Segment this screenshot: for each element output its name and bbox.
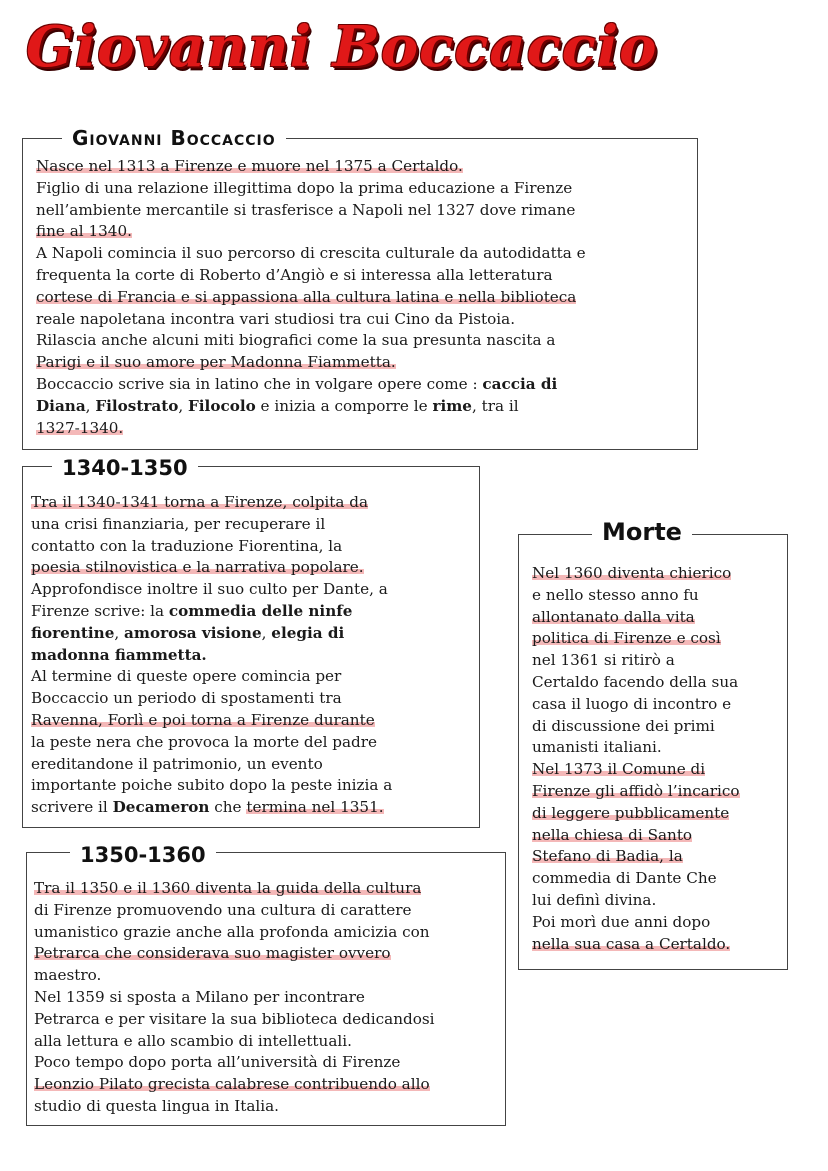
p1350-line-8: alla lettura e allo scambio di intellettuali. bbox=[34, 1031, 352, 1050]
p1340-line-13: ereditandone il patrimonio, un evento bbox=[31, 754, 323, 773]
p1340-line-4: poesia stilnovistica e la narrativa popolare. bbox=[31, 558, 364, 577]
morte-line-12: di leggere pubblicamente bbox=[532, 803, 730, 822]
bio-line-2: Figlio di una relazione illegittima dopo la prima educazione a Firenze bbox=[36, 178, 573, 197]
morte-line-8: di discussione dei primi bbox=[532, 716, 715, 735]
bio-line-7: cortese di Francia e si appassiona alla cultura latina e nella biblioteca bbox=[36, 287, 577, 306]
bio-line-1: Nasce nel 1313 a Firenze e muore nel 1375 a Certaldo. bbox=[36, 157, 463, 175]
p1350-line-2: di Firenze promuovendo una cultura di carattere bbox=[34, 900, 412, 919]
bio-line-9: Rilascia anche alcuni miti biografici come la sua presunta nascita a bbox=[36, 331, 556, 350]
p1340-line-7: fiorentine, amorosa visione, elegia di bbox=[31, 623, 345, 642]
p1340-line-6: Firenze scrive: la commedia delle ninfe bbox=[31, 601, 353, 620]
p1340-line-10: Boccaccio un periodo di spostamenti tra bbox=[31, 689, 342, 708]
p1340-line-11: Ravenna, Forlì e poi torna a Firenze durante bbox=[31, 710, 375, 729]
p1340-line-12: la peste nera che provoca la morte del padre bbox=[31, 732, 378, 751]
p1350-line-7: Petrarca e per visitare la sua biblioteca dedicandosi bbox=[34, 1009, 435, 1028]
morte-line-2: e nello stesso anno fu bbox=[532, 585, 699, 604]
period-1340-text bbox=[31, 492, 392, 819]
morte-line-16: lui definì divina. bbox=[532, 890, 657, 909]
period-1350-text bbox=[34, 878, 435, 1118]
bio-line-12: Diana, Filostrato, Filocolo e inizia a comporre le rime, tra il bbox=[36, 396, 519, 415]
bio-line-5: A Napoli comincia il suo percorso di crescita culturale da autodidatta e bbox=[36, 244, 586, 263]
morte-line-9: umanisti italiani. bbox=[532, 738, 662, 757]
p1350-line-3: umanistico grazie anche alla profonda amicizia con bbox=[34, 922, 430, 941]
p1350-line-1: Tra il 1350 e il 1360 diventa la guida della cultura bbox=[34, 879, 422, 897]
p1350-line-4: Petrarca che considerava suo magister ovvero bbox=[34, 944, 391, 963]
morte-line-15: commedia di Dante Che bbox=[532, 869, 717, 888]
bio-text bbox=[36, 156, 586, 439]
morte-heading: Morte bbox=[592, 518, 692, 546]
bio-line-4: fine al 1340. bbox=[36, 222, 132, 241]
p1340-line-3: contatto con la traduzione Fiorentina, la bbox=[31, 536, 343, 555]
bio-line-6: frequenta la corte di Roberto d’Angiò e si interessa alla letteratura bbox=[36, 265, 553, 284]
morte-line-18: nella sua casa a Certaldo. bbox=[532, 934, 731, 953]
p1350-line-5: maestro. bbox=[34, 966, 102, 985]
bio-heading: Giovanni Boccaccio bbox=[62, 126, 286, 150]
p1340-line-1: Tra il 1340-1341 torna a Firenze, colpita da bbox=[31, 493, 369, 511]
morte-line-10: Nel 1373 il Comune di bbox=[532, 760, 706, 779]
p1350-line-9: Poco tempo dopo porta all’università di Firenze bbox=[34, 1053, 401, 1072]
p1350-line-11: studio di questa lingua in Italia. bbox=[34, 1096, 280, 1115]
p1340-line-9: Al termine di queste opere comincia per bbox=[31, 667, 342, 686]
p1340-line-14: importante poiche subito dopo la peste inizia a bbox=[31, 776, 393, 795]
page-title: Giovanni Boccaccio bbox=[26, 14, 658, 80]
period-1350-heading: 1350-1360 bbox=[70, 843, 216, 867]
bio-line-13: 1327-1340. bbox=[36, 418, 124, 437]
period-1340-heading: 1340-1350 bbox=[52, 456, 198, 480]
p1340-line-15: scrivere il Decameron che termina nel 1351. bbox=[31, 798, 384, 817]
morte-line-14: Stefano di Badia, la bbox=[532, 847, 683, 866]
p1340-line-2: una crisi finanziaria, per recuperare il bbox=[31, 514, 326, 533]
p1350-line-10: Leonzio Pilato grecista calabrese contribuendo allo bbox=[34, 1075, 430, 1094]
morte-line-4: politica di Firenze e così bbox=[532, 629, 721, 648]
morte-line-7: casa il luogo di incontro e bbox=[532, 694, 732, 713]
morte-line-1: Nel 1360 diventa chierico bbox=[532, 564, 732, 582]
morte-line-3: allontanato dalla vita bbox=[532, 607, 695, 626]
p1340-line-5: Approfondisce inoltre il suo culto per Dante, a bbox=[31, 580, 388, 599]
morte-text bbox=[532, 563, 740, 955]
p1340-line-8: madonna fiammetta. bbox=[31, 645, 207, 664]
bio-line-11: Boccaccio scrive sia in latino che in volgare opere come : caccia di bbox=[36, 374, 558, 393]
morte-line-13: nella chiesa di Santo bbox=[532, 825, 693, 844]
p1350-line-6: Nel 1359 si sposta a Milano per incontrare bbox=[34, 987, 365, 1006]
bio-line-3: nell’ambiente mercantile si trasferisce a Napoli nel 1327 dove rimane bbox=[36, 200, 576, 219]
morte-line-11: Firenze gli affidò l’incarico bbox=[532, 781, 740, 800]
morte-line-5: nel 1361 si ritirò a bbox=[532, 651, 675, 670]
morte-line-17: Poi morì due anni dopo bbox=[532, 912, 711, 931]
bio-line-8: reale napoletana incontra vari studiosi tra cui Cino da Pistoia. bbox=[36, 309, 516, 328]
bio-line-10: Parigi e il suo amore per Madonna Fiammetta. bbox=[36, 353, 396, 372]
morte-line-6: Certaldo facendo della sua bbox=[532, 672, 739, 691]
